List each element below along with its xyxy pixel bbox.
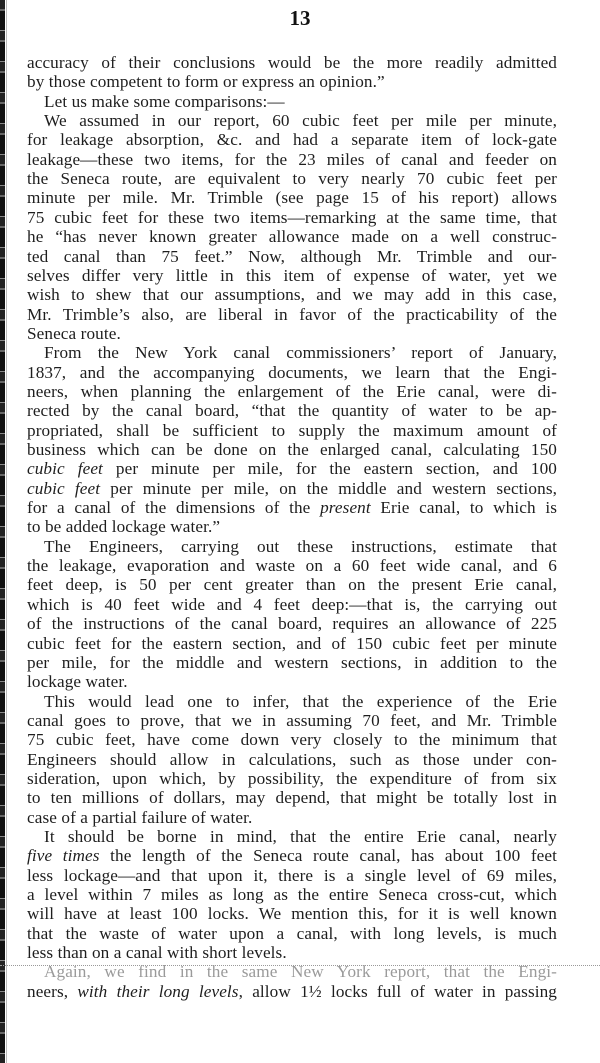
scan-artifact-dotted-line [0, 965, 600, 966]
text-line [44, 111, 557, 130]
text-line [27, 788, 557, 807]
text-segment: ted canal than 75 feet.” Now, although Mr. Trimble and our- [27, 246, 557, 266]
text-segment: selves differ very little in this item of expense of water, yet we [27, 265, 557, 285]
text-segment: leakage—these two items, for the 23 miles of canal and feeder on [27, 149, 557, 169]
text-segment: We assumed in our report, 60 cubic feet per mile per minute, [44, 111, 557, 131]
text-segment: of the instructions of the canal board, requires an allowance of 225 [27, 614, 557, 634]
text-segment: canal goes to prove, that we in assuming 70 feet, and Mr. Trimble [27, 710, 557, 730]
text-segment: that the waste of water upon a canal, with long levels, is much [27, 923, 557, 943]
text-segment: accuracy of their conclusions would be the more readily admitted [27, 53, 557, 72]
text-line [27, 556, 557, 575]
text-line [27, 72, 557, 91]
text-line [27, 130, 557, 149]
text-segment: rected by the canal board, “that the quantity of water to be ap- [27, 401, 557, 421]
text-line [27, 421, 557, 440]
text-segment: Erie canal, to which is [370, 498, 557, 518]
text-line [27, 982, 557, 1001]
text-segment: to be added lockage water.” [27, 517, 221, 537]
italic-text: present [320, 498, 371, 518]
text-line [27, 672, 557, 691]
scan-edge-line [6, 0, 7, 1063]
text-line [27, 53, 557, 72]
text-line [27, 363, 557, 382]
text-segment: a level within 7 miles as long as the entire Seneca cross-cut, which [27, 885, 557, 905]
text-line [27, 285, 557, 304]
text-line [27, 575, 557, 594]
text-segment: It should be borne in mind, that the entire Erie canal, nearly [44, 827, 557, 846]
italic-text: five times [27, 846, 100, 866]
text-segment: 1837, and the accompanying documents, we learn that the Engi- [27, 362, 557, 382]
text-line [27, 866, 557, 885]
text-segment: Let us make some comparisons:— [44, 91, 285, 111]
text-line [27, 169, 557, 188]
page-number: 13 [289, 6, 311, 30]
text-line [27, 324, 557, 343]
text-line [27, 305, 557, 324]
scan-binding-edge [0, 0, 5, 1063]
text-line [27, 247, 557, 266]
text-segment: Again, we find in the same New York report, that the Engi- [44, 962, 557, 982]
text-line [27, 208, 557, 227]
text-segment: From the New York canal commissioners’ report of January, [44, 343, 557, 363]
text-segment: feet deep, is 50 per cent greater than on the present Erie canal, [27, 575, 557, 595]
text-segment: The Engineers, carrying out these instructions, estimate that [44, 536, 557, 556]
text-segment: minute per mile. Mr. Trimble (see page 15 of his report) allows [27, 188, 557, 208]
text-segment: business which can be done on the enlarged canal, calculating 150 [27, 440, 557, 459]
text-segment: lockage water. [27, 672, 128, 692]
text-line [27, 227, 557, 246]
text-segment: 75 cubic feet, have come down very closely to the minimum that [27, 730, 557, 750]
text-line [27, 943, 557, 962]
text-segment: less lockage—and that upon it, there is a single level of 69 miles, [27, 865, 557, 885]
text-line [27, 188, 557, 207]
text-segment: by those competent to form or express an opinion.” [27, 72, 385, 92]
text-line [27, 498, 557, 517]
text-line [27, 440, 557, 459]
text-line [27, 382, 557, 401]
text-line [27, 750, 557, 769]
text-line [27, 808, 557, 827]
text-segment: less than on a canal with short levels. [27, 943, 287, 963]
text-line [27, 614, 557, 633]
text-segment: cubic feet for the eastern section, and of 150 cubic feet per minute [27, 633, 557, 653]
text-line [27, 711, 557, 730]
text-line [27, 150, 557, 169]
text-segment: Seneca route. [27, 323, 121, 343]
italic-text: with their long levels [77, 981, 239, 1001]
text-line [27, 924, 557, 943]
text-segment: 75 cubic feet for these two items—remarking at the same time, that [27, 207, 557, 227]
text-line [27, 459, 557, 478]
text-line [27, 769, 557, 788]
text-segment: which is 40 feet wide and 4 feet deep:—that is, the carrying out [27, 594, 557, 614]
text-segment: propriated, shall be sufficient to supply the maximum amount of [27, 420, 557, 440]
text-line [44, 827, 557, 846]
text-line [27, 885, 557, 904]
text-segment: neers, [27, 981, 78, 1001]
text-segment: This would lead one to infer, that the experience of the Erie [44, 691, 557, 711]
text-line [27, 595, 557, 614]
text-line [27, 401, 557, 420]
text-segment: he “has never known greater allowance made on a well construc- [27, 227, 557, 247]
text-line [44, 92, 557, 111]
text-segment: for a canal of the dimensions of the [27, 498, 321, 518]
text-segment: , allow 1½ locks full of water in passing [238, 981, 558, 1001]
text-segment: the length of the Seneca route canal, has about 100 feet [99, 846, 558, 866]
text-segment: Engineers should allow in calculations, such as those under con- [27, 749, 557, 769]
italic-text: cubic feet [27, 478, 101, 498]
text-segment: will have at least 100 locks. We mention this, for it is well known [27, 904, 557, 924]
text-line [27, 730, 557, 749]
text-segment: wish to shew that our assumptions, and we may add in this case, [27, 285, 557, 305]
text-segment: per mile, for the middle and western sections, in addition to the [27, 652, 557, 672]
text-segment: the leakage, evaporation and waste on a 60 feet wide canal, and 6 [27, 556, 557, 576]
text-segment: per minute per mile, on the middle and western sections, [100, 478, 558, 498]
text-line [27, 904, 557, 923]
text-line [27, 266, 557, 285]
text-line [27, 479, 557, 498]
text-segment: case of a partial failure of water. [27, 807, 253, 827]
text-segment: per minute per mile, for the eastern section, and 100 [102, 459, 557, 479]
text-line [44, 692, 557, 711]
text-segment: to ten millions of dollars, may depend, that might be totally lost in [27, 788, 557, 808]
italic-text: cubic feet [27, 459, 103, 479]
text-segment: sideration, upon which, by possibility, the expenditure of from six [27, 768, 557, 788]
text-line [27, 846, 557, 865]
text-segment: neers, when planning the enlargement of the Erie canal, were di- [27, 381, 557, 401]
text-line [44, 343, 557, 362]
text-segment: the Seneca route, are equivalent to very nearly 70 cubic feet per [27, 169, 557, 189]
text-line [44, 537, 557, 556]
text-segment: Mr. Trimble’s also, are liberal in favor of the practicability of the [27, 304, 557, 324]
text-line [27, 517, 557, 536]
text-segment: for leakage absorption, &c. and had a separate item of lock-gate [27, 130, 557, 150]
text-line [27, 653, 557, 672]
text-line [27, 634, 557, 653]
